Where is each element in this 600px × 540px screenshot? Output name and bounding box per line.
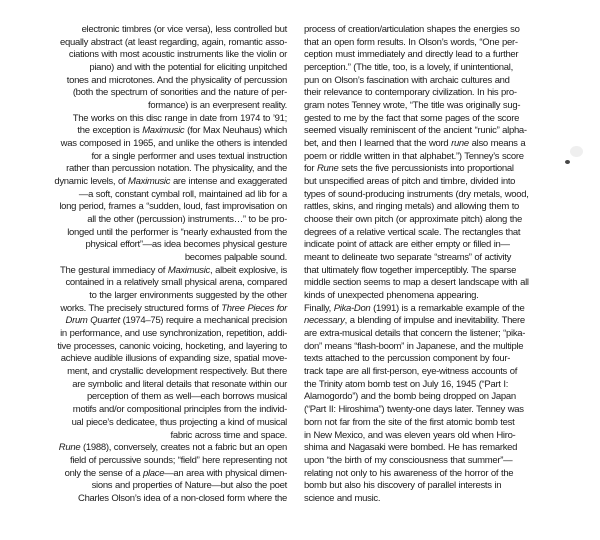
text-line: perception of them as well—each borrows musical bbox=[86, 391, 287, 403]
text-line: ment, and crystallic development respectively. But there bbox=[67, 366, 287, 378]
text-line: physical effort”—as idea becomes physical gesture bbox=[85, 239, 287, 251]
text-line: the Trinity atom bomb test on July 16, 1945 (“Part I: bbox=[304, 378, 509, 390]
text-line: that an open form results. In Olson’s words, “One per- bbox=[304, 36, 518, 48]
text-line: The gestural immediacy of Maximusic, albeit explosive, is bbox=[59, 264, 287, 276]
text-line: process of creation/articulation shapes the energies so bbox=[304, 24, 520, 35]
text-line: dynamic levels, of Maximusic are intense and exaggerated bbox=[54, 176, 287, 188]
text-line: Drum Quartet (1974–75) require a mechanical precision bbox=[65, 315, 287, 327]
text-line: field of percussive sounds; “field” here representing not bbox=[70, 454, 287, 466]
text-line: middle section seems to map a desert landscape with all bbox=[304, 277, 529, 289]
text-line: to the larger environments suggested by the other bbox=[89, 290, 287, 302]
text-line: bet, and then I learned that the word rune also means a bbox=[304, 138, 526, 150]
right-column bbox=[304, 24, 590, 506]
text-line: ciations with most acoustic instruments like the violin or bbox=[68, 49, 287, 61]
text-line: becomes palpable sound. bbox=[184, 252, 287, 264]
scan-speck bbox=[565, 160, 570, 164]
text-line: that ultimately flow together imperceptibly. The sparse bbox=[304, 264, 517, 276]
text-line: texts attached to the percussion component by four- bbox=[304, 353, 511, 365]
text-line: choose their own pitch (or approximate pitch) along the bbox=[304, 214, 522, 226]
text-line: don” means “flash-boom” in Japanese, and the multiple bbox=[304, 340, 524, 352]
text-line: piano) and with the potential for eliciting unpitched bbox=[89, 62, 287, 74]
text-line: pun on Olson’s fascination with archaic cultures and bbox=[304, 74, 510, 86]
text-line: electronic timbres (or vice versa), less controlled but bbox=[81, 24, 287, 35]
text-line: seemed visually reminiscent of the ancient “runic” alpha- bbox=[304, 125, 527, 137]
text-line: upon “the birth of my consciousness that summer”— bbox=[304, 454, 513, 466]
text-line: only the sense of a place—an area with physical dimen- bbox=[64, 467, 287, 479]
text-line: gested to me by the fact that some pages of the score bbox=[304, 112, 520, 124]
text-line: The works on this disc range in date from 1974 to ’91; bbox=[72, 112, 287, 124]
text-line: the exception is Maximusic (for Max Neuhaus) which bbox=[77, 125, 287, 137]
left-column bbox=[20, 24, 287, 506]
text-line: but unspecified areas of pitch and timbre, divided into bbox=[304, 176, 516, 188]
text-line: tones and microtones. And the physicality of percussion bbox=[66, 74, 287, 86]
text-line: was composed in 1965, and unlike the others is intended bbox=[60, 138, 287, 150]
text-line: are extra-musical details that concern the listener; “pika- bbox=[304, 328, 526, 340]
text-line: tive processes, canonic voicing, hocketing, and layering to bbox=[57, 340, 287, 352]
text-line: for Rune sets the five percussionists into proportional bbox=[304, 163, 514, 175]
text-line: Rune (1988), conversely, creates not a fabric but an open bbox=[58, 442, 287, 454]
text-line: long period, frames a “sudden, loud, fast improvisation on bbox=[59, 201, 287, 213]
text-line: (“Part II: Hiroshima”) twenty-one days later. Tenney was bbox=[304, 404, 524, 416]
text-line: science and music. bbox=[304, 492, 381, 504]
text-line: fabric across time and space. bbox=[170, 429, 287, 441]
text-line: their relevance to contemporary civilization. In his pro- bbox=[304, 87, 517, 99]
text-line: (both the spectrum of sonorities and the nature of per- bbox=[72, 87, 287, 99]
text-line: track tape are all first-person, eye-witness accounts of bbox=[304, 366, 518, 378]
text-line: Finally, Pika-Don (1991) is a remarkable example of the bbox=[304, 302, 525, 314]
text-line: shima and Nagasaki were bombed. He has remarked bbox=[304, 442, 518, 454]
scan-smudge bbox=[570, 146, 583, 157]
text-line: formance) is an everpresent reality. bbox=[148, 100, 287, 112]
text-line: perception.” (The title, too, is a lovely, if unintentional, bbox=[304, 62, 513, 74]
text-line: ception must immediately and directly lead to a further bbox=[304, 49, 519, 61]
text-line: works. The precisely structured forms of Three Pieces for bbox=[60, 302, 287, 314]
text-line: in New Mexico, and was eleven years old when Hiro- bbox=[304, 429, 516, 441]
text-line: motifs and/or compositional principles from the individ- bbox=[72, 404, 287, 416]
text-line: Alamogordo”) and the bomb being dropped on Japan bbox=[304, 391, 516, 403]
text-line: born not far from the site of the first atomic bomb test bbox=[304, 416, 515, 428]
text-line: for a single performer and uses textual instruction bbox=[91, 150, 287, 162]
text-line: —a soft, constant cymbal roll, maintained ad lib for a bbox=[78, 188, 287, 200]
text-line: longed until the performer is “nearly exhausted from the bbox=[67, 226, 287, 238]
text-line: achieve audible illusions of expanding size, spatial move- bbox=[60, 353, 287, 365]
text-line: sions and properties of Nature—but also the poet bbox=[91, 480, 287, 492]
text-line: all the other (percussion) instruments…” to be pro- bbox=[87, 214, 287, 226]
text-line: contained in a relatively small physical arena, compared bbox=[65, 277, 287, 289]
text-line: equally abstract (at least regarding, again, romantic asso- bbox=[60, 36, 287, 48]
text-line: meant to delineate two separate “streams” of activity bbox=[304, 252, 512, 264]
text-line: types of sound-producing instruments (dry metals, wood, bbox=[304, 188, 529, 200]
text-line: in performance, and use synchronization, repetition, addi- bbox=[60, 328, 287, 340]
text-line: degrees of a relative vertical scale. The rectangles that bbox=[304, 226, 521, 238]
text-line: are symbolic and literal details that resonate within our bbox=[72, 378, 287, 390]
text-line: indicate point of attack are either empty or filled in— bbox=[304, 239, 510, 251]
text-line: necessary, a blending of impulse and inevitability. There bbox=[304, 315, 525, 327]
text-line: Charles Olson’s idea of a non-closed form where the bbox=[78, 492, 287, 504]
text-line: ual piece’s dedicatee, thus projecting a kind of musical bbox=[71, 416, 287, 428]
text-line: poem or riddle written in that alphabet.”) Tenney’s score bbox=[304, 150, 524, 162]
text-line: kinds of unexpected phenomena appearing. bbox=[304, 290, 479, 302]
text-line: rattles, skins, and ringing metals) and allowing them to bbox=[304, 201, 520, 213]
text-line: rather than percussion notation. The physicality, and the bbox=[66, 163, 287, 175]
text-line: relating not only to his awareness of the horror of the bbox=[304, 467, 514, 479]
text-line: gram notes Tenney wrote, “The title was originally sug- bbox=[304, 100, 521, 112]
text-line: bomb but also his discovery of parallel interests in bbox=[304, 480, 502, 492]
